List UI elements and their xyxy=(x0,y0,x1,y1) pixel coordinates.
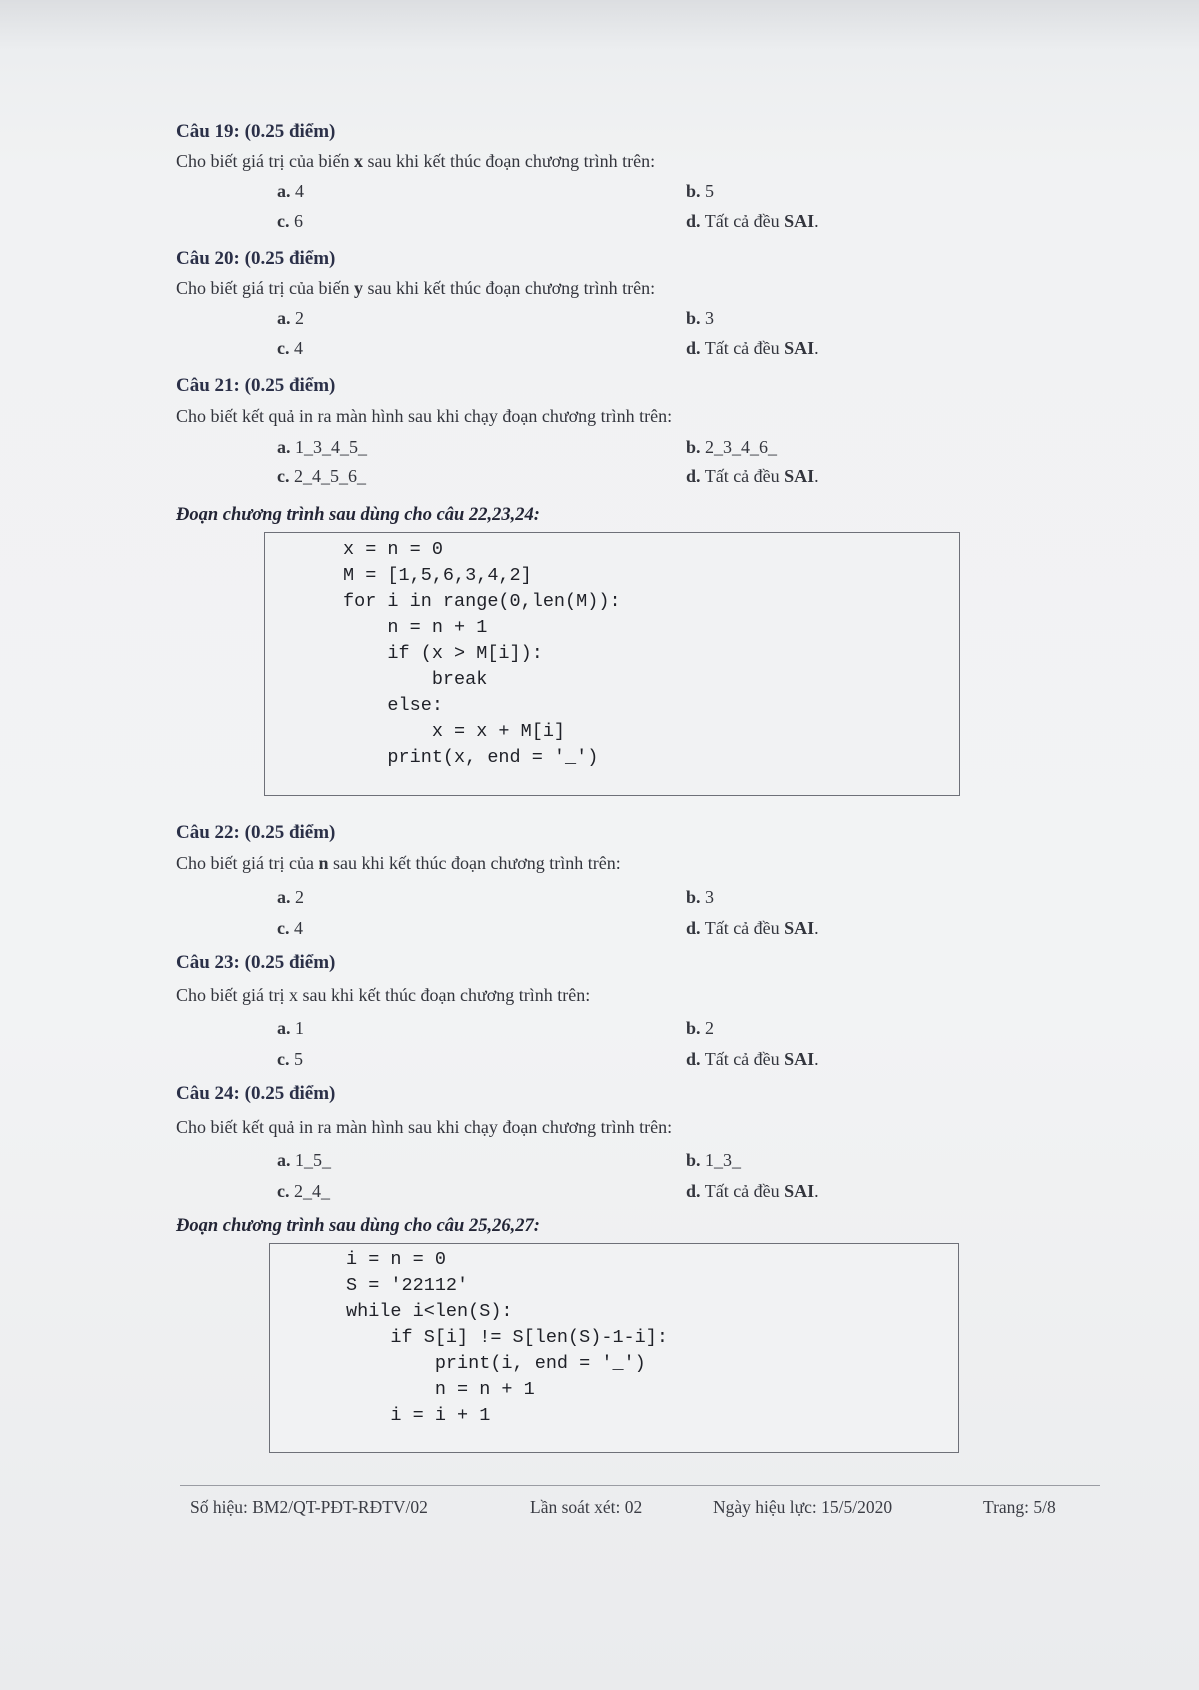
option-text: 1_5_ xyxy=(295,1150,331,1170)
option-label: c. xyxy=(277,918,290,938)
option-bold: SAI xyxy=(784,211,815,231)
code-line: print(i, end = '_') xyxy=(346,1353,646,1374)
code-section-1-label: Đoạn chương trình sau dùng cho câu 22,23,24: xyxy=(176,505,540,525)
code-line: print(x, end = '_') xyxy=(343,747,599,768)
q22-option-c xyxy=(277,918,303,939)
q19-option-d xyxy=(686,211,819,232)
option-label: d. xyxy=(686,466,701,486)
option-label: d. xyxy=(686,1181,701,1201)
q24-option-d xyxy=(686,1181,819,1202)
option-text: 6 xyxy=(294,211,303,231)
option-bold: SAI xyxy=(784,1049,815,1069)
question-20-title: Câu 20: (0.25 điểm) xyxy=(176,248,336,269)
code-line: x = n = 0 xyxy=(343,539,443,560)
q23-option-b xyxy=(686,1018,714,1039)
option-label: d. xyxy=(686,1049,701,1069)
code-line: i = i + 1 xyxy=(346,1405,491,1426)
code-line: M = [1,5,6,3,4,2] xyxy=(343,565,532,586)
question-19-text xyxy=(176,151,655,172)
option-label: a. xyxy=(277,181,291,201)
option-label: b. xyxy=(686,437,701,457)
option-label: b. xyxy=(686,887,701,907)
question-22-title: Câu 22: (0.25 điểm) xyxy=(176,822,336,843)
option-tail: . xyxy=(814,1181,819,1201)
question-23-title: Câu 23: (0.25 điểm) xyxy=(176,952,336,973)
code-line: if S[i] != S[len(S)-1-i]: xyxy=(346,1327,668,1348)
option-text: Tất cả đều xyxy=(704,338,785,358)
question-21-text: Cho biết kết quả in ra màn hình sau khi chạy đoạn chương trình trên: xyxy=(176,406,673,426)
question-21-title: Câu 21: (0.25 điểm) xyxy=(176,375,336,396)
option-label: b. xyxy=(686,181,701,201)
q22-option-b xyxy=(686,887,714,908)
code-line: else: xyxy=(343,695,443,716)
option-label: a. xyxy=(277,1018,291,1038)
code-line: i = n = 0 xyxy=(346,1249,446,1270)
footer-effective-date: Ngày hiệu lực: 15/5/2020 xyxy=(713,1497,893,1517)
option-text: 1 xyxy=(295,1018,304,1038)
option-text: 2_4_ xyxy=(294,1181,330,1201)
question-24-title: Câu 24: (0.25 điểm) xyxy=(176,1083,336,1104)
q21-option-b xyxy=(686,437,777,458)
option-label: d. xyxy=(686,918,701,938)
option-label: c. xyxy=(277,1049,290,1069)
option-text: 2 xyxy=(705,1018,715,1038)
option-label: b. xyxy=(686,1018,701,1038)
option-label: c. xyxy=(277,1181,290,1201)
q19-variable: x xyxy=(353,151,363,171)
option-label: b. xyxy=(686,308,701,328)
code-section-2-label: Đoạn chương trình sau dùng cho câu 25,26,27: xyxy=(176,1216,540,1236)
question-20-text xyxy=(176,278,655,299)
option-text: 1_3_ xyxy=(705,1150,742,1170)
q19-text-before: Cho biết giá trị của biến xyxy=(176,151,354,171)
option-tail: . xyxy=(814,1049,819,1069)
q21-option-d xyxy=(686,466,819,487)
option-tail: . xyxy=(814,918,819,938)
q23-option-d xyxy=(686,1049,819,1070)
option-text: Tất cả đều xyxy=(704,1181,785,1201)
code-line: n = n + 1 xyxy=(346,1379,535,1400)
q20-option-d xyxy=(686,338,819,359)
option-tail: . xyxy=(814,338,819,358)
option-bold: SAI xyxy=(784,918,815,938)
code-line: n = n + 1 xyxy=(343,617,488,638)
q24-option-a xyxy=(277,1150,331,1171)
option-text: 1_3_4_5_ xyxy=(295,437,367,457)
question-24-text: Cho biết kết quả in ra màn hình sau khi chạy đoạn chương trình trên: xyxy=(176,1117,673,1137)
option-text: 3 xyxy=(705,887,715,907)
option-bold: SAI xyxy=(784,466,815,486)
q22-option-d xyxy=(686,918,819,939)
code-line: while i<len(S): xyxy=(346,1301,513,1322)
footer-doc-id: Số hiệu: BM2/QT-PĐT-RĐTV/02 xyxy=(190,1497,428,1517)
option-text: 4 xyxy=(294,338,303,358)
option-text: 4 xyxy=(294,918,303,938)
question-19-title: Câu 19: (0.25 điểm) xyxy=(176,121,336,142)
option-text: 2_4_5_6_ xyxy=(294,466,366,486)
option-label: c. xyxy=(277,338,290,358)
q19-option-c xyxy=(277,211,303,232)
q20-text-before: Cho biết giá trị của biến xyxy=(176,278,354,298)
q23-option-a xyxy=(277,1018,304,1039)
option-label: d. xyxy=(686,211,701,231)
option-text: Tất cả đều xyxy=(704,918,785,938)
q19-option-a xyxy=(277,181,304,202)
q20-option-c xyxy=(277,338,303,359)
q22-text-after: sau khi kết thúc đoạn chương trình trên: xyxy=(328,853,621,873)
option-label: c. xyxy=(277,211,290,231)
q19-option-b xyxy=(686,181,714,202)
option-label: a. xyxy=(277,437,291,457)
q22-variable: n xyxy=(318,853,329,873)
question-23-text: Cho biết giá trị x sau khi kết thúc đoạn chương trình trên: xyxy=(176,985,591,1005)
option-label: d. xyxy=(686,338,701,358)
option-tail: . xyxy=(814,211,819,231)
option-label: a. xyxy=(277,1150,291,1170)
footer-divider xyxy=(180,1485,1100,1486)
q22-text-before: Cho biết giá trị của xyxy=(176,853,319,873)
q20-text-after: sau khi kết thúc đoạn chương trình trên: xyxy=(362,278,656,298)
option-text: 5 xyxy=(705,181,715,201)
q20-option-b xyxy=(686,308,714,329)
option-text: 2 xyxy=(295,308,304,328)
q19-text-after: sau khi kết thúc đoạn chương trình trên: xyxy=(362,151,656,171)
option-text: 3 xyxy=(705,308,715,328)
q24-option-b xyxy=(686,1150,741,1171)
code-line: break xyxy=(343,669,488,690)
code-line: S = '22112' xyxy=(346,1275,469,1296)
option-text: Tất cả đều xyxy=(704,1049,785,1069)
option-label: a. xyxy=(277,308,291,328)
q21-option-a xyxy=(277,437,367,458)
q22-option-a xyxy=(277,887,304,908)
option-bold: SAI xyxy=(784,1181,815,1201)
option-bold: SAI xyxy=(784,338,815,358)
option-text: 2_3_4_6_ xyxy=(705,437,778,457)
q20-variable: y xyxy=(353,278,363,298)
option-text: 4 xyxy=(295,181,304,201)
q23-option-c xyxy=(277,1049,303,1070)
option-text: Tất cả đều xyxy=(704,211,785,231)
option-label: c. xyxy=(277,466,290,486)
code-line: for i in range(0,len(M)): xyxy=(343,591,621,612)
option-label: a. xyxy=(277,887,291,907)
option-tail: . xyxy=(814,466,819,486)
option-text: Tất cả đều xyxy=(704,466,785,486)
option-text: 5 xyxy=(294,1049,303,1069)
q24-option-c xyxy=(277,1181,330,1202)
code-line: if (x > M[i]): xyxy=(343,643,543,664)
question-22-text xyxy=(176,853,621,874)
footer-page-number: Trang: 5/8 xyxy=(983,1497,1056,1517)
option-text: 2 xyxy=(295,887,304,907)
q21-option-c xyxy=(277,466,366,487)
footer-revision: Lần soát xét: 02 xyxy=(530,1497,643,1517)
code-line: x = x + M[i] xyxy=(343,721,566,742)
option-label: b. xyxy=(686,1150,701,1170)
q20-option-a xyxy=(277,308,304,329)
